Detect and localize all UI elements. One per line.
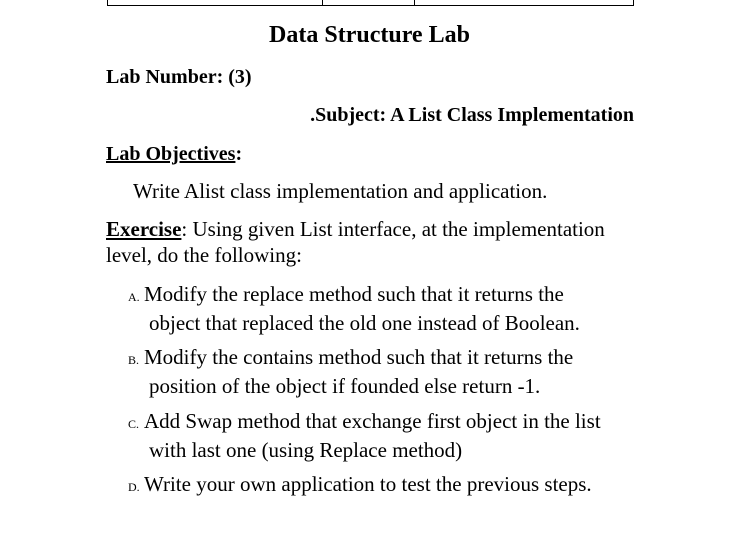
item-line-2: position of the object if founded else return -1. [149,374,541,398]
exercise-item-d [128,471,628,500]
item-line-1: Add Swap method that exchange first object in the list [144,409,601,433]
header-table-divider [322,0,323,5]
exercise-label: Exercise [106,217,182,241]
item-marker: B. [128,353,140,367]
objectives-heading-label: Lab Objectives [106,143,236,165]
exercise-text: : Using given List interface, at the implementation level, do the following: [106,217,605,267]
objective-text: Write Alist class implementation and application. [133,179,548,203]
item-marker: D. [128,480,140,494]
exercise-paragraph [106,216,646,268]
lab-subject: .Subject: A List Class Implementation [310,104,634,126]
lab-number: Lab Number: (3) [106,66,252,88]
header-table-divider [414,0,415,5]
document-title: Data Structure Lab [269,22,470,48]
item-line-1: Write your own application to test the previous steps. [144,472,592,496]
objectives-heading-colon: : [235,143,243,165]
objectives-heading [106,141,242,167]
item-line-1: Modify the contains method such that it returns the [144,345,574,369]
exercise-item-b [128,344,628,399]
item-line-2: with last one (using Replace method) [149,438,463,462]
header-table [107,0,634,6]
item-line-1: Modify the replace method such that it returns the [144,282,564,306]
exercise-item-c [128,408,628,463]
item-marker: C. [128,417,140,431]
item-line-2: object that replaced the old one instead of Boolean. [149,311,580,335]
exercise-item-a [128,281,628,336]
item-marker: A. [128,290,140,304]
